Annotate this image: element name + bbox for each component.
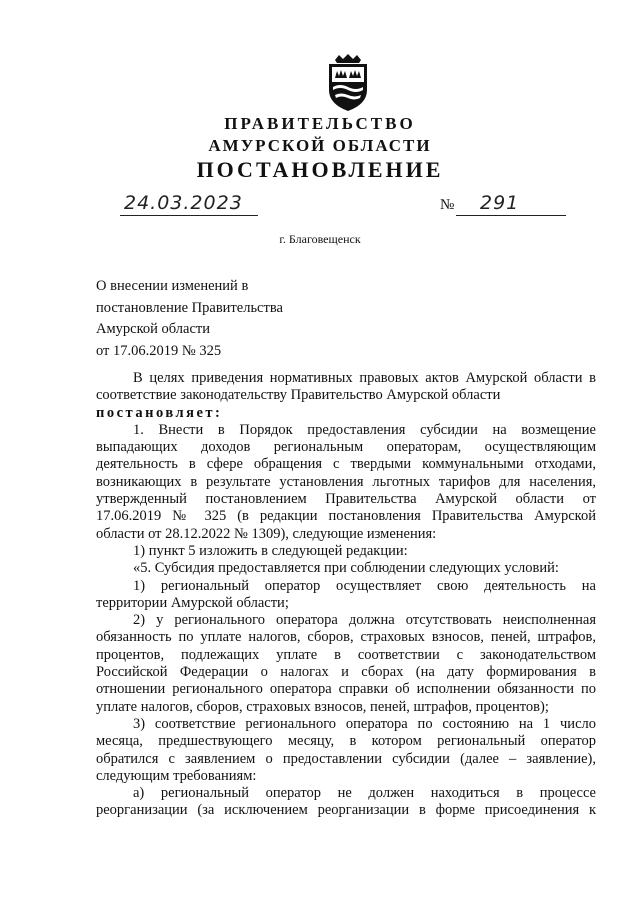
- body-line: уплате налогов, сборов, страховых взносов, пеней, штрафов, процентов);: [96, 698, 549, 715]
- body-line: области от 28.12.2022 № 1309), следующие изменения:: [96, 525, 437, 542]
- document-type-title: ПОСТАНОВЛЕНИЕ: [196, 157, 444, 182]
- body-line: реорганизации (за исключением реорганизации в форме присоединения к: [96, 802, 596, 819]
- body-line: обязанность по уплате налогов, сборов, страховых взносов, пеней, штрафов,: [96, 629, 596, 646]
- body-line: соответствие законодательству Правительство Амурской области: [96, 387, 501, 404]
- subject-line: постановление Правительства: [96, 299, 283, 316]
- body-line-resolves: постановляет:: [96, 404, 223, 421]
- body-line: процентов, подлежащих уплате в соответствии с законодательством: [96, 646, 596, 663]
- body-line: деятельность в сфере обращения с твердыми коммунальными отходами,: [96, 456, 596, 473]
- body-line: «5. Субсидия предоставляется при соблюдении следующих условий:: [133, 560, 559, 577]
- body-line: 1) пункт 5 изложить в следующей редакции:: [133, 542, 408, 559]
- body-line: отношении регионального оператора справки об исполнении обязанности по: [96, 681, 596, 698]
- document-body: [96, 370, 596, 820]
- document-date: 24.03.2023: [124, 192, 243, 214]
- region-title: АМУРСКОЙ ОБЛАСТИ: [208, 136, 432, 155]
- body-line: 3) соответствие регионального оператора по состоянию на 1 число: [133, 715, 596, 732]
- body-line: 17.06.2019 № 325 (в редакции постановления Правительства Амурской: [96, 508, 596, 525]
- body-line: выпадающих доходов региональным операторам, осуществляющим: [96, 439, 596, 456]
- date-underline: [120, 215, 258, 216]
- document-subject: [96, 276, 283, 362]
- subject-line: О внесении изменений в: [96, 278, 249, 294]
- body-line: месяца, предшествующего месяцу, в котором региональный оператор: [96, 733, 596, 750]
- body-line: а) региональный оператор не должен находиться в процессе: [133, 785, 596, 802]
- body-line: возникающих в результате установления льготных тарифов для населения,: [96, 473, 596, 490]
- body-line: Российской Федерации о налогах и сборах (на дату формирования в: [96, 664, 596, 681]
- number-underline: [456, 215, 566, 216]
- body-line: территории Амурской области;: [96, 594, 289, 611]
- subject-line: от 17.06.2019 № 325: [96, 342, 222, 359]
- subject-line: Амурской области: [96, 321, 210, 337]
- body-line: 1. Внести в Порядок предоставления субсидии на возмещение: [133, 421, 596, 438]
- government-title: ПРАВИТЕЛЬСТВО: [224, 114, 416, 133]
- amur-region-coat-of-arms-icon: [323, 54, 373, 112]
- city: г. Благовещенск: [279, 232, 361, 246]
- body-line: обратился с заявлением о предоставлении субсидии (далее – заявление),: [96, 750, 596, 767]
- body-line: 1) региональный оператор осуществляет свою деятельность на: [133, 577, 596, 594]
- body-line: следующим требованиям:: [96, 767, 257, 784]
- document-number: 291: [480, 192, 520, 214]
- body-line: утвержденный постановлением Правительства Амурской области от: [96, 491, 596, 508]
- body-line: В целях приведения нормативных правовых актов Амурской области в: [133, 370, 596, 386]
- number-sign: №: [440, 197, 455, 213]
- body-line: 2) у регионального оператора должна отсутствовать неисполненная: [133, 612, 596, 629]
